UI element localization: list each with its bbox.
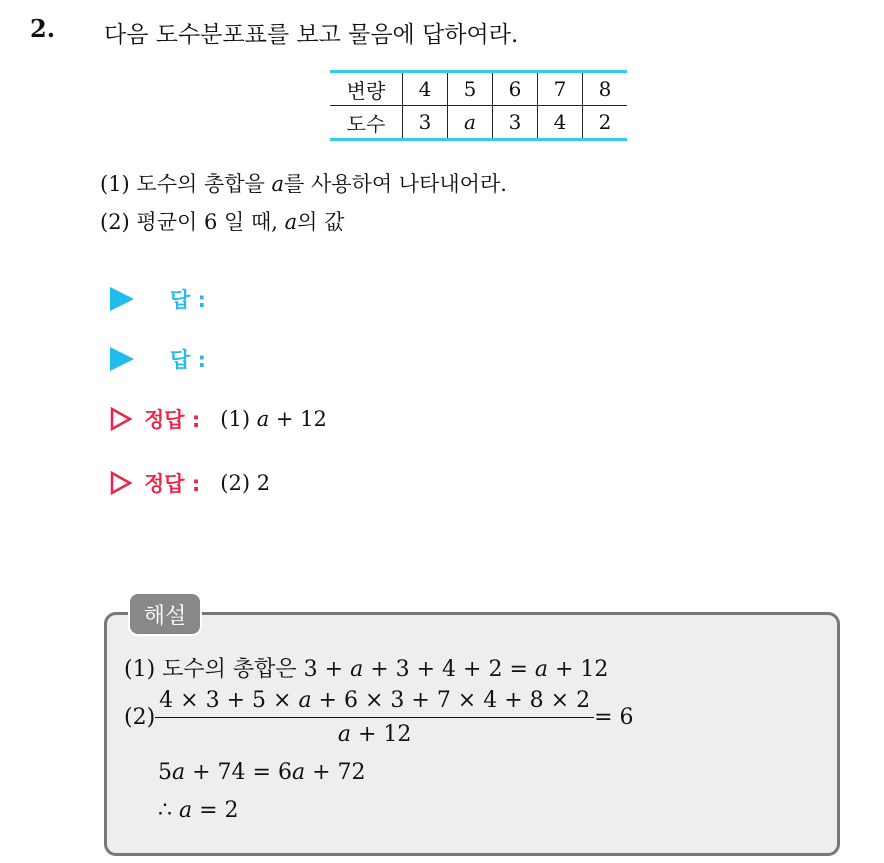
table-cell: 5 [448, 72, 493, 106]
fraction-denominator [338, 718, 412, 747]
answer-row-1 [110, 284, 206, 314]
solution-text: (2) [124, 705, 156, 730]
solution-text: (1) 도수의 총합은 [124, 657, 304, 682]
solution-math: + 12 [350, 722, 412, 747]
solution-badge: 해설 [128, 592, 202, 636]
table-header-variate: 변량 [330, 72, 403, 106]
solution-math: + 74 = 6 [185, 760, 292, 785]
play-triangle-icon [110, 287, 134, 311]
solution-math: + 3 + 4 + 2 = [363, 657, 535, 682]
table-cell: 6 [493, 72, 538, 106]
variable-a: a [534, 657, 548, 682]
solution-line-1 [124, 652, 608, 683]
correct-answer-row-1 [110, 404, 327, 434]
solution-line-2 [124, 688, 634, 747]
variable-a: a [271, 172, 285, 196]
outline-triangle-icon [110, 471, 132, 495]
question-prompt: 다음 도수분포표를 보고 물음에 답하여라. [104, 22, 519, 48]
table-cell: 8 [583, 72, 628, 106]
variable-a: a [337, 722, 351, 747]
table-cell: 7 [538, 72, 583, 106]
variable-a: a [350, 657, 364, 682]
variable-a: a [298, 688, 312, 713]
subquestion-text: 를 사용하여 나타내어라. [284, 172, 507, 196]
table-row [330, 72, 627, 106]
answer-text: + 12 [269, 407, 327, 431]
solution-math: + 6 × 3 + 7 × 4 + 8 × 2 [311, 688, 591, 713]
table-cell: a [448, 106, 493, 140]
table-cell: 4 [403, 72, 448, 106]
table-header-frequency: 도수 [346, 111, 386, 136]
variable-a: a [179, 798, 193, 823]
solution-math: + 72 [305, 760, 366, 785]
answer-label: 답 : [170, 348, 206, 372]
correct-answer-1 [220, 407, 327, 431]
subquestion-2 [100, 206, 344, 236]
solution-line-3 [158, 760, 366, 785]
variable-a: a [172, 760, 186, 785]
question-number: 2. [30, 14, 56, 43]
solution-math: = 2 [192, 798, 239, 823]
outline-triangle-icon [110, 407, 132, 431]
answer-row-2 [110, 344, 206, 374]
correct-answer-row-2 [110, 468, 270, 498]
frequency-table [330, 70, 627, 141]
correct-label: 정답 : [144, 408, 201, 432]
table-cell: 3 [403, 106, 448, 140]
variable-a: a [291, 760, 306, 785]
subquestion-text: 의 값 [297, 210, 345, 234]
therefore-symbol: ∴ [158, 798, 179, 823]
solution-line-4 [158, 798, 239, 823]
subquestion-1 [100, 168, 507, 198]
answer-label: 답 : [170, 288, 206, 312]
table-cell: 2 [583, 106, 628, 140]
solution-math: 5 [158, 760, 172, 785]
solution-math: 3 + [303, 657, 351, 682]
table-cell: 3 [493, 106, 538, 140]
variable-a: a [284, 210, 298, 234]
subquestion-text: (2) 평균이 6 일 때, [100, 210, 285, 234]
correct-label: 정답 : [144, 472, 201, 496]
table-cell: 4 [538, 106, 583, 140]
correct-answer-2: (2) 2 [220, 471, 271, 495]
fraction-numerator [155, 688, 594, 718]
play-triangle-icon [110, 347, 134, 371]
answer-text: (1) [220, 407, 257, 431]
subquestion-text: (1) 도수의 총합을 [100, 172, 272, 196]
solution-math: 4 × 3 + 5 × [159, 688, 299, 713]
solution-math: + 12 [548, 657, 609, 682]
table-row [330, 106, 627, 140]
solution-math: = 6 [594, 705, 634, 730]
variable-a: a [256, 407, 270, 431]
mean-fraction [155, 688, 594, 747]
